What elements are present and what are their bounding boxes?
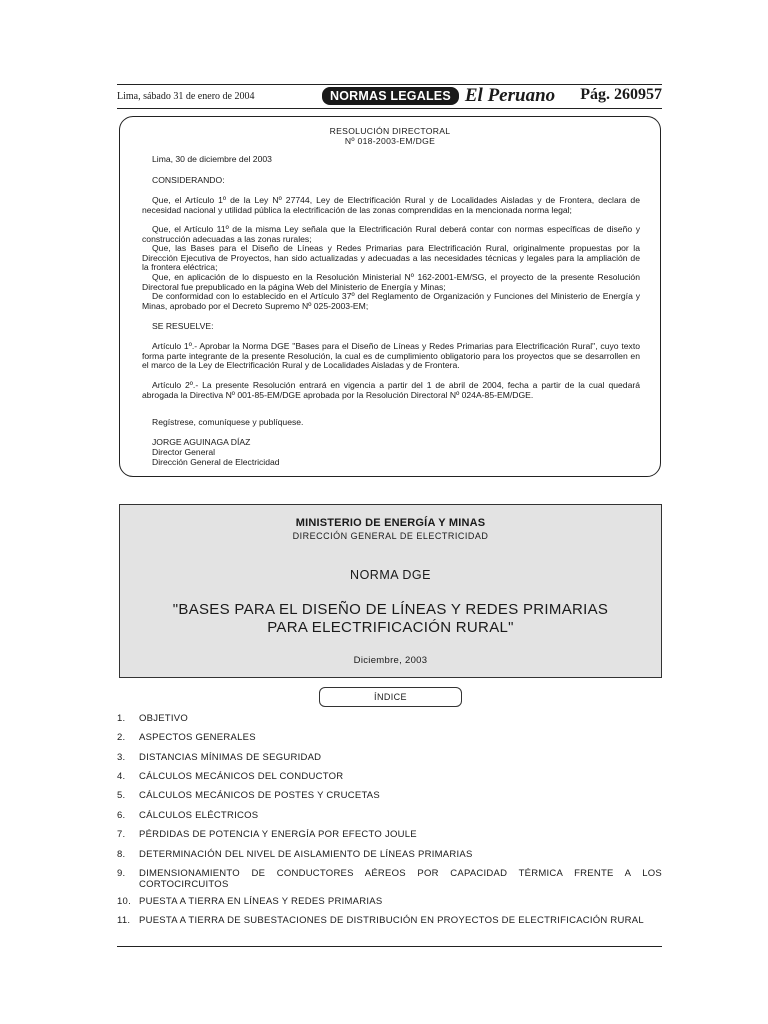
norma-date: Diciembre, 2003	[353, 655, 428, 666]
header-date: Lima, sábado 31 de enero de 2004	[117, 91, 255, 102]
considerando-paragraph-4: Que, en aplicación de lo dispuesto en la Resolución Ministerial Nº 162-2001-EM/SG, el proyecto de la presente Resolución Directoral fue prepublicado en la página Web del Ministerio de Energía y Minas;	[142, 272, 640, 292]
ministry-name: MINISTERIO DE ENERGÍA Y MINAS	[295, 517, 486, 529]
closing-formula: Regístrese, comuníquese y publíquese.	[152, 417, 304, 427]
resuelve-heading: SE RESUELVE:	[152, 321, 214, 331]
index-label: ÍNDICE	[319, 687, 462, 707]
page-number: Pág. 260957	[580, 86, 662, 103]
newspaper-brand	[322, 86, 555, 106]
newspaper-logo: El Peruano	[464, 85, 556, 106]
resolution-title: RESOLUCIÓN DIRECTORAL	[329, 126, 451, 136]
footer-rule	[117, 946, 662, 947]
considerando-paragraph-2: Que, el Artículo 11º de la misma Ley señala que la Electrificación Rural deberá contar con normas específicas de diseño y construcción adecuadas a las zonas rurales;	[142, 224, 640, 244]
resolution-place-date: Lima, 30 de diciembre del 2003	[152, 154, 272, 164]
direction-name: DIRECCIÓN GENERAL DE ELECTRICIDAD	[292, 531, 489, 541]
norma-title-line-1: "BASES PARA EL DISEÑO DE LÍNEAS Y REDES PRIMARIAS	[172, 601, 609, 618]
resolution-box	[119, 116, 661, 477]
considerando-paragraph-5: De conformidad con lo establecido en el Artículo 37º del Reglamento de Organización y Funciones del Ministerio de Energía y Minas, aprobado por el Decreto Supremo Nº 025-2003-EM;	[142, 291, 640, 311]
considerando-heading: CONSIDERANDO:	[152, 175, 225, 185]
signer-title: Director General	[152, 447, 216, 457]
resolution-number: Nº 018-2003-EM/DGE	[344, 136, 436, 146]
considerando-paragraph-1: Que, el Artículo 1º de la Ley Nº 27744, Ley de Electrificación Rural y de Localidades Aisladas y de Frontera, declara de necesidad nacional y utilidad pública la electrificación de las zonas comprendidas en la mencionada norma legal;	[142, 195, 640, 215]
article-2: Artículo 2º.- La presente Resolución entrará en vigencia a partir del 1 de abril de 2004, fecha a partir de la cual quedará abrogada la Directiva Nº 001-85-EM/DGE aprobada por la Resolución Directoral Nº 024A-85-EM/DGE.	[142, 380, 640, 400]
article-1: Artículo 1º.- Aprobar la Norma DGE "Bases para el Diseño de Líneas y Redes Primarias para Electrificación Rural", cuyo texto forma parte integrante de la presente Resolución, la cual es de cumplimiento obligatorio para los proyectos que se desarrollen en el marco de la Ley de Electrificación Rural y de Localidades Aisladas y de Frontera.	[142, 341, 640, 371]
norma-title-line-2: PARA ELECTRIFICACIÓN RURAL"	[267, 619, 514, 636]
header-top-rule	[117, 84, 662, 85]
signer-name: JORGE AGUINAGA DÍAZ	[152, 437, 251, 447]
section-badge: NORMAS LEGALES	[322, 87, 459, 105]
norma-label: NORMA DGE	[350, 568, 431, 582]
norma-title-box	[119, 504, 662, 678]
signer-organization: Dirección General de Electricidad	[152, 457, 280, 467]
header-bottom-rule	[117, 108, 662, 109]
considerando-paragraph-3: Que, las Bases para el Diseño de Líneas y Redes Primarias para Electrificación Rural, originalmente propuestas por la Dirección Ejecutiva de Proyectos, han sido actualizadas y adecuadas a las necesidades técnicas y legales para la ampliación de la frontera eléctrica;	[142, 243, 640, 273]
